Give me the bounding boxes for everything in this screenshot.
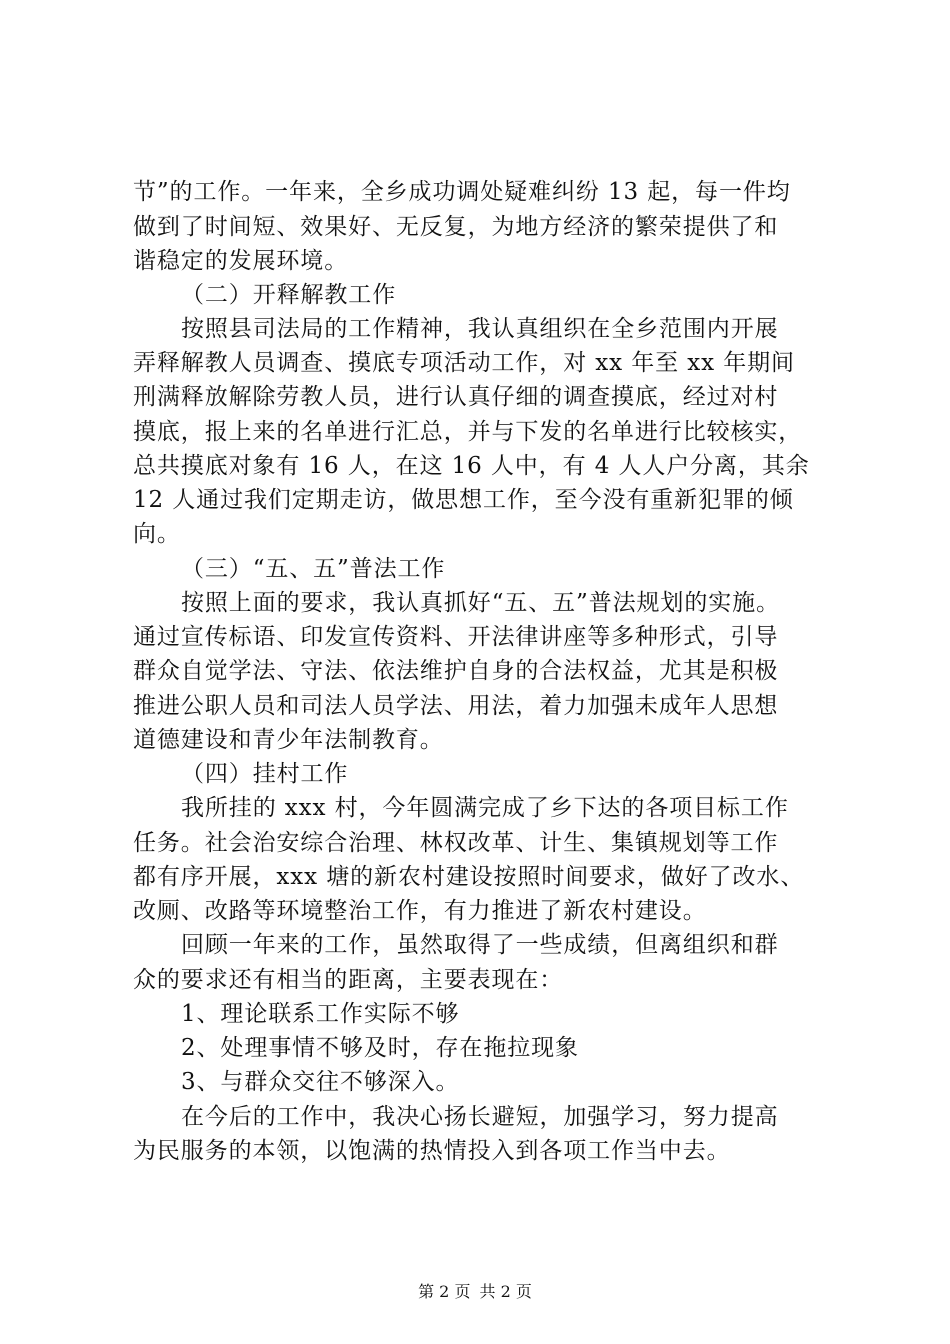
body-line: 任务。社会治安综合治理、林权改革、计生、集镇规划等工作 [133,830,779,856]
body-line: 众的要求还有相当的距离，主要表现在： [133,967,564,993]
body-line: 道德建设和青少年法制教育。 [133,727,444,753]
body-line: 摸底，报上来的名单进行汇总，并与下发的名单进行比较核实， [133,419,803,445]
body-line: 向。 [133,521,181,547]
page-number: 第 2 页 [418,1282,471,1301]
body-line: 在今后的工作中，我决心扬长避短，加强学习，努力提高 [181,1104,779,1130]
page-footer [0,1282,950,1302]
body-line: 改厕、改路等环境整治工作，有力推进了新农村建设。 [133,898,707,924]
body-line: 我所挂的 xxx 村，今年圆满完成了乡下达的各项目标工作 [181,795,789,821]
section-heading: （三）“五、五”普法工作 [181,556,446,582]
body-line: 节”的工作。一年来，全乡成功调处疑难纠纷 13 起，每一件均 [133,179,791,205]
body-line: 为民服务的本领，以饱满的热情投入到各项工作当中去。 [133,1138,731,1164]
body-line: 按照上面的要求，我认真抓好“五、五”普法规划的实施。 [181,590,780,616]
page-total: 共 2 页 [479,1282,532,1301]
list-item: 2、处理事情不够及时，存在拖拉现象 [181,1035,579,1061]
body-line: 弄释解教人员调查、摸底专项活动工作，对 xx 年至 xx 年期间 [133,350,795,376]
list-item: 1、理论联系工作实际不够 [181,1001,460,1027]
body-line: 推进公职人员和司法人员学法、用法，着力加强未成年人思想 [133,693,779,719]
section-heading: （二）开释解教工作 [181,282,397,308]
body-line: 刑满释放解除劳教人员，进行认真仔细的调查摸底，经过对村 [133,384,779,410]
body-line: 通过宣传标语、印发宣传资料、开法律讲座等多种形式，引导 [133,624,779,650]
body-line: 回顾一年来的工作，虽然取得了一些成绩，但离组织和群 [181,932,779,958]
body-line: 群众自觉学法、守法、依法维护自身的合法权益，尤其是积极 [133,658,779,684]
body-line: 都有序开展，xxx 塘的新农村建设按照时间要求，做好了改水、 [133,864,805,890]
body-line: 按照县司法局的工作精神，我认真组织在全乡范围内开展 [181,316,779,342]
body-line: 谐稳定的发展环境。 [133,248,349,274]
body-line: 12 人通过我们定期走访，做思想工作，至今没有重新犯罪的倾 [133,487,794,513]
body-line: 做到了时间短、效果好、无反复，为地方经济的繁荣提供了和 [133,214,779,240]
list-item: 3、与群众交往不够深入。 [181,1069,460,1095]
section-heading: （四）挂村工作 [181,761,349,787]
body-line: 总共摸底对象有 16 人，在这 16 人中，有 4 人人户分离，其余 [133,453,810,479]
